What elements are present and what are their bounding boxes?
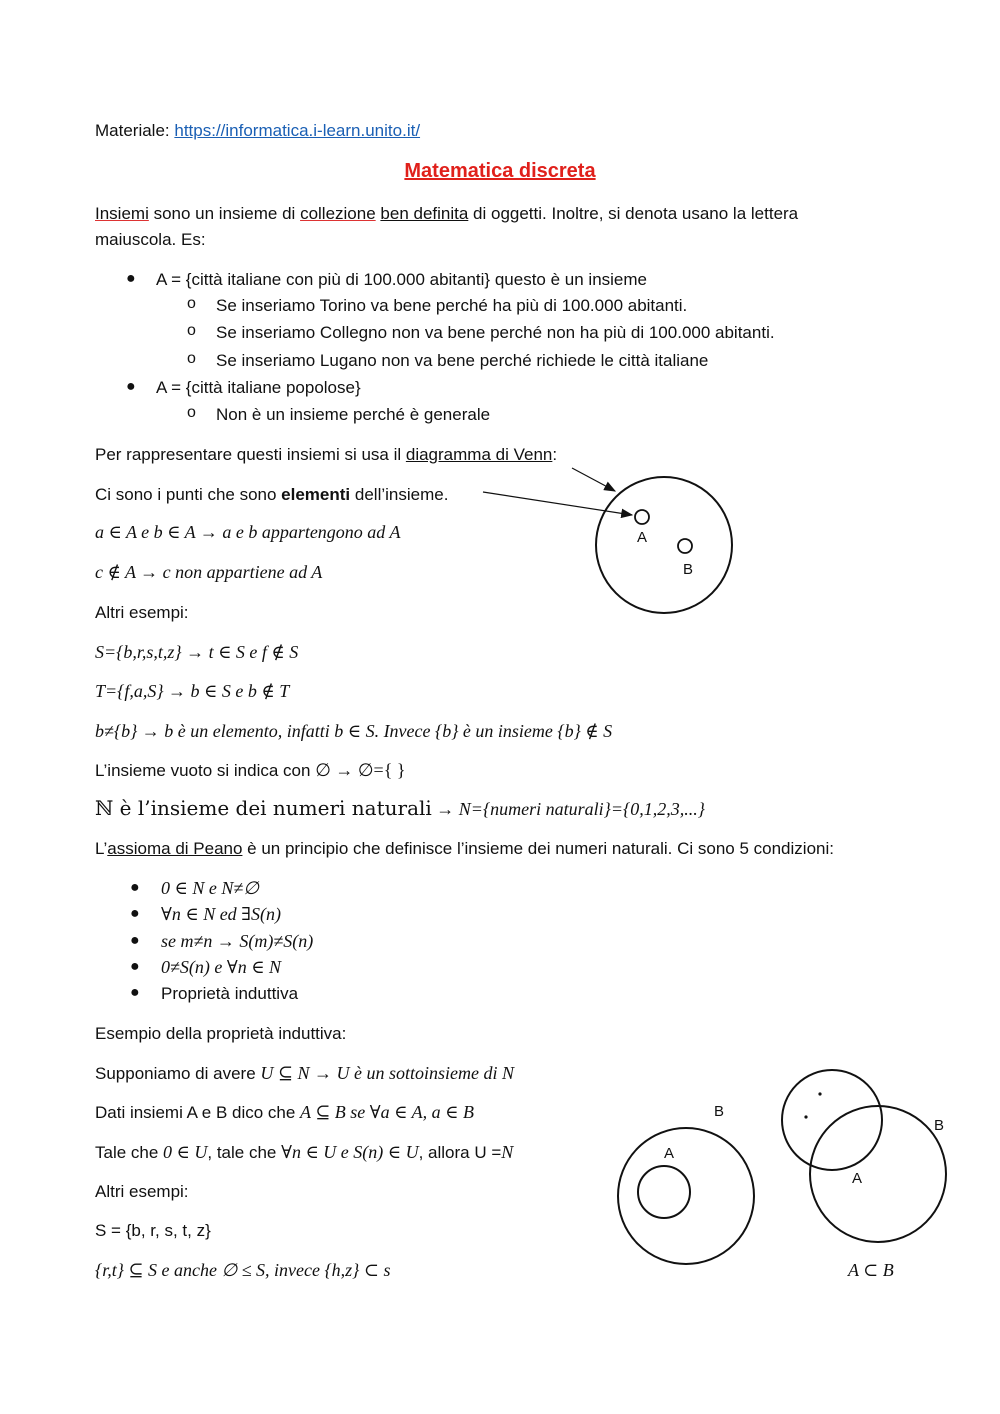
- sub-list-item: Non è un insieme perché è generale: [216, 405, 491, 424]
- natural-numbers-math: → N={numeri naturali}={0,1,2,3,...}: [431, 799, 705, 819]
- element-point-a: [635, 510, 649, 524]
- venn-intro-colon: :: [552, 445, 558, 464]
- math-non-membership: c ∉ A → c non appartiene ad A: [95, 562, 323, 582]
- tale-text-end: , allora U =: [418, 1143, 502, 1162]
- label-a: A: [852, 1170, 863, 1187]
- venn-diagram-elements: [483, 468, 732, 613]
- peano-condition: ∀n ∈ N ed ∃S(n): [161, 904, 281, 924]
- altri-esempi-2: Altri esempi:: [95, 1182, 189, 1201]
- elements-text-end: dell’insieme.: [350, 485, 449, 504]
- esempio-line: Esempio della proprietà induttiva:: [95, 1024, 347, 1043]
- label-b: B: [683, 561, 694, 578]
- math-subset: {r,t} ⊆ S e anche ∅ ≤ S, invece {h,z} ⊂ s: [95, 1260, 391, 1280]
- sub-bullet: o: [187, 404, 196, 421]
- arrow-to-set: [572, 468, 615, 491]
- natural-numbers-text: ℕ è l’insieme dei numeri naturali: [95, 796, 432, 820]
- list-item: A = {città italiane popolose}: [156, 378, 361, 397]
- tale-math-3: N: [501, 1142, 514, 1162]
- peano-condition: Proprietà induttiva: [161, 984, 299, 1003]
- bullet: ●: [126, 378, 136, 395]
- empty-set-math: ∅ → ∅={ }: [315, 760, 406, 780]
- bullet: ●: [126, 270, 136, 287]
- set-circle-small: [782, 1070, 882, 1170]
- peano-condition: se m≠n → S(m)≠S(n): [161, 931, 314, 951]
- peano-condition: 0≠S(n) e ∀n ∈ N: [161, 957, 282, 977]
- suppose-math: U ⊆ N → U è un sottoinsieme di N: [260, 1063, 514, 1083]
- peano-condition: 0 ∈ N e N≠∅: [161, 878, 259, 898]
- set-s-line: S = {b, r, s, t, z}: [95, 1221, 211, 1240]
- intro-word-collezione: collezione: [300, 204, 376, 223]
- sub-bullet: o: [187, 322, 196, 339]
- set-circle-a: [638, 1166, 690, 1218]
- tale-math-1: 0 ∈ U: [163, 1142, 208, 1162]
- bullet: ●: [130, 879, 140, 896]
- bullet: ●: [130, 905, 140, 922]
- peano-text-end: è un principio che definisce l’insieme dei numeri naturali. Ci sono 5 condizioni:: [242, 839, 834, 858]
- subset-caption: A ⊂ B: [848, 1260, 894, 1280]
- bullet: ●: [130, 932, 140, 949]
- math-element-vs-set: b≠{b} → b è un elemento, infatti b ∈ S. Invece {b} è un insieme {b} ∉ S: [95, 721, 613, 741]
- list-item: A = {città italiane con più di 100.000 abitanti} questo è un insieme: [156, 270, 647, 289]
- material-label: Materiale:: [95, 121, 175, 140]
- element-dot: [818, 1092, 821, 1095]
- math-set-t: T={f,a,S} → b ∈ S e b ∉ T: [95, 681, 290, 701]
- material-link[interactable]: https://informatica.i-learn.unito.it/: [174, 121, 421, 140]
- bullet: ●: [130, 984, 140, 1001]
- sub-bullet: o: [187, 350, 196, 367]
- elements-text: Ci sono i punti che sono: [95, 485, 282, 504]
- set-circle: [596, 477, 732, 613]
- element-dot: [804, 1115, 807, 1118]
- sub-list-item: Se inseriamo Lugano non va bene perché richiede le città italiane: [216, 351, 709, 370]
- sub-list-item: Se inseriamo Collegno non va bene perché non ha più di 100.000 abitanti.: [216, 323, 775, 342]
- element-point-b: [678, 539, 692, 553]
- venn-link: diagramma di Venn: [405, 445, 553, 464]
- intro-word-ben-definita: ben definita: [380, 204, 469, 223]
- intro-text: sono un insieme di: [148, 204, 301, 223]
- tale-text: Tale che: [95, 1143, 164, 1162]
- peano-text: L’: [95, 839, 108, 858]
- peano-link: assioma di Peano: [107, 839, 243, 858]
- label-a: A: [637, 529, 648, 546]
- math-membership: a ∈ A e b ∈ A → a e b appartengono ad A: [95, 522, 401, 542]
- page-title: Matematica discreta: [404, 160, 596, 182]
- dati-math: A ⊆ B se ∀a ∈ A, a ∈ B: [300, 1102, 474, 1122]
- set-circle-large: [810, 1106, 946, 1242]
- suppose-text: Supponiamo di avere: [95, 1064, 261, 1083]
- bullet: ●: [130, 958, 140, 975]
- label-a: A: [664, 1145, 675, 1162]
- math-set-s: S={b,r,s,t,z} → t ∈ S e f ∉ S: [95, 642, 299, 662]
- altri-esempi-1: Altri esempi:: [95, 603, 189, 622]
- empty-set-text: L’insieme vuoto si indica con: [95, 761, 316, 780]
- elements-bold: elementi: [281, 485, 351, 504]
- tale-text-mid: , tale che: [207, 1143, 282, 1162]
- venn-intro-text: Per rappresentare questi insiemi si usa il: [95, 445, 406, 464]
- tale-math-2: ∀n ∈ U e S(n) ∈ U: [281, 1142, 419, 1162]
- intro-line-2: maiuscola. Es:: [95, 230, 206, 249]
- venn-diagram-subset: [618, 1103, 754, 1264]
- label-b: B: [714, 1103, 725, 1120]
- sub-list-item: Se inseriamo Torino va bene perché ha più di 100.000 abitanti.: [216, 296, 688, 315]
- intro-word-insiemi: Insiemi: [95, 204, 149, 223]
- sub-bullet: o: [187, 295, 196, 312]
- label-b: B: [934, 1117, 945, 1134]
- intro-text-end: di oggetti. Inoltre, si denota usano la lettera: [468, 204, 799, 223]
- dati-text: Dati insiemi A e B dico che: [95, 1103, 301, 1122]
- venn-diagram-overlap: [782, 1070, 946, 1242]
